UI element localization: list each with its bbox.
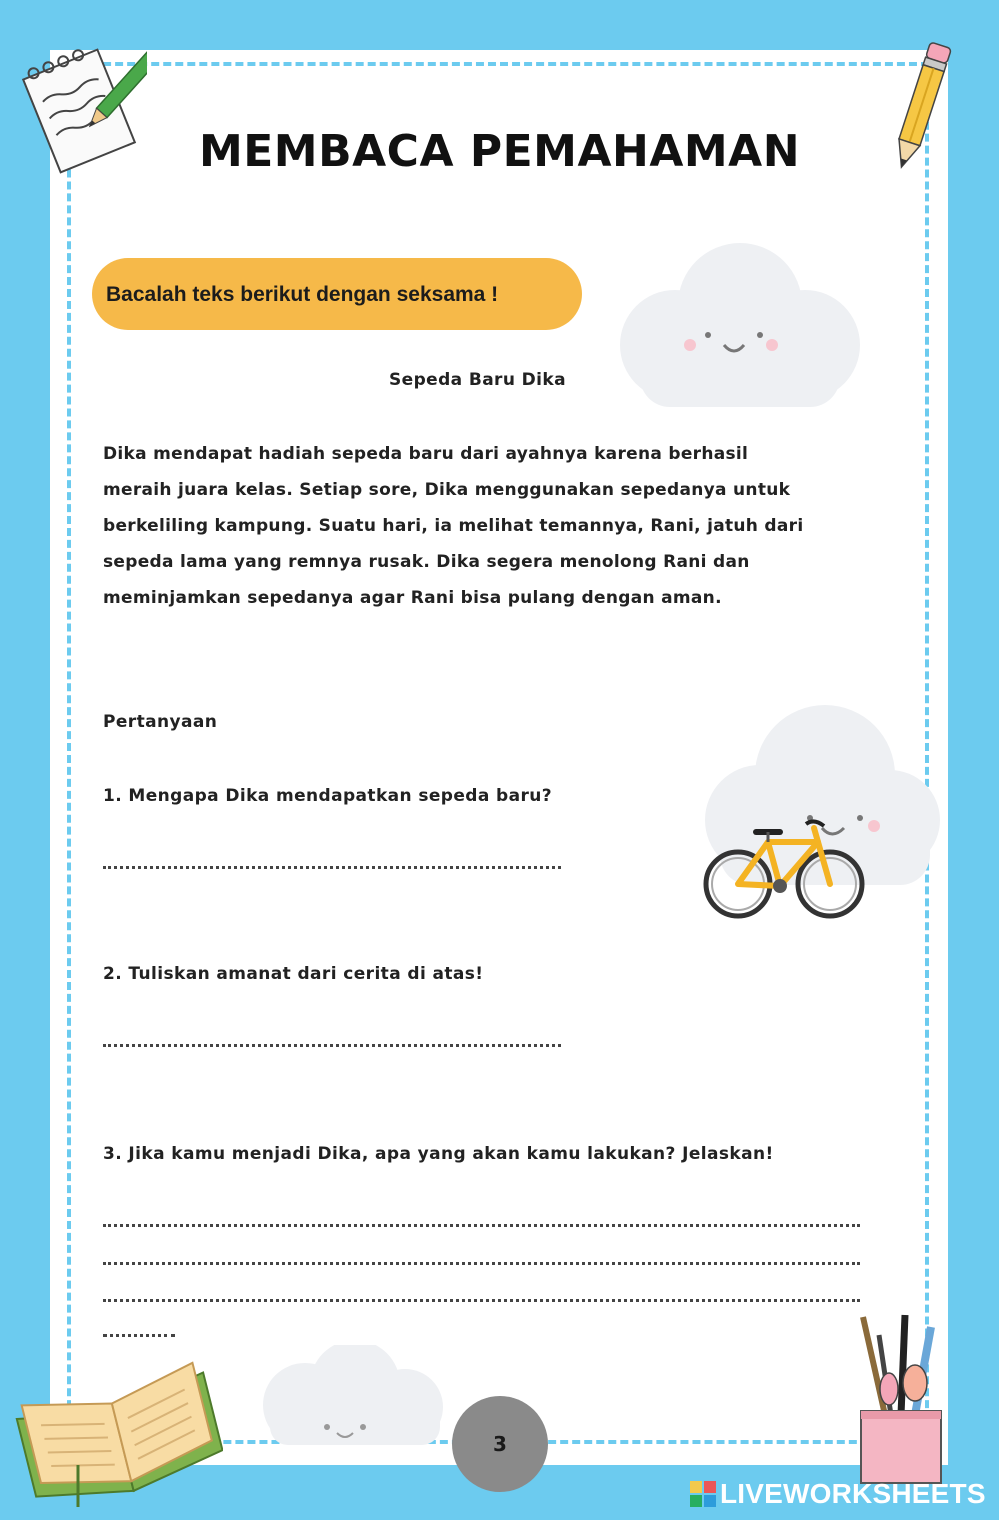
story-line: Dika mendapat hadiah sepeda baru dari ayahnya karena berhasil [103, 444, 749, 464]
answer-line-3a[interactable] [103, 1224, 860, 1227]
instruction-banner: Bacalah teks berikut dengan seksama ! [92, 258, 582, 330]
question-3: 3. Jika kamu menjadi Dika, apa yang akan kamu lakukan? Jelaskan! [103, 1144, 774, 1164]
liveworksheets-logo [690, 1478, 986, 1510]
answer-line-3b[interactable] [103, 1262, 860, 1265]
story-line: sepeda lama yang remnya rusak. Dika segera menolong Rani dan [103, 552, 750, 572]
cloud-face-bottom-icon [245, 1345, 455, 1445]
story-line: berkeliling kampung. Suatu hari, ia melihat temannya, Rani, jatuh dari [103, 516, 804, 536]
question-2: 2. Tuliskan amanat dari cerita di atas! [103, 964, 484, 984]
answer-line-2[interactable] [103, 1044, 561, 1047]
answer-line-1[interactable] [103, 866, 561, 869]
cloud-face-top-icon [600, 235, 870, 420]
story-line: meraih juara kelas. Setiap sore, Dika menggunakan sepedanya untuk [103, 480, 791, 500]
brand-blocks-icon [690, 1481, 716, 1507]
answer-line-3c[interactable] [103, 1299, 860, 1302]
answer-line-3d[interactable] [103, 1334, 175, 1337]
question-1: 1. Mengapa Dika mendapatkan sepeda baru? [103, 786, 553, 806]
open-book-icon [8, 1325, 223, 1510]
bicycle-icon [700, 808, 870, 926]
story-title: Sepeda Baru Dika [389, 370, 566, 390]
story-text [103, 436, 893, 616]
page-title: MEMBACA PEMAHAMAN [198, 126, 801, 177]
questions-heading: Pertanyaan [103, 712, 218, 732]
pencil-cup-icon [845, 1305, 950, 1485]
page-number: 3 [452, 1396, 548, 1492]
brand-name: LIVEWORKSHEETS [720, 1478, 986, 1509]
story-line: meminjamkan sepedanya agar Rani bisa pulang dengan aman. [103, 588, 722, 608]
